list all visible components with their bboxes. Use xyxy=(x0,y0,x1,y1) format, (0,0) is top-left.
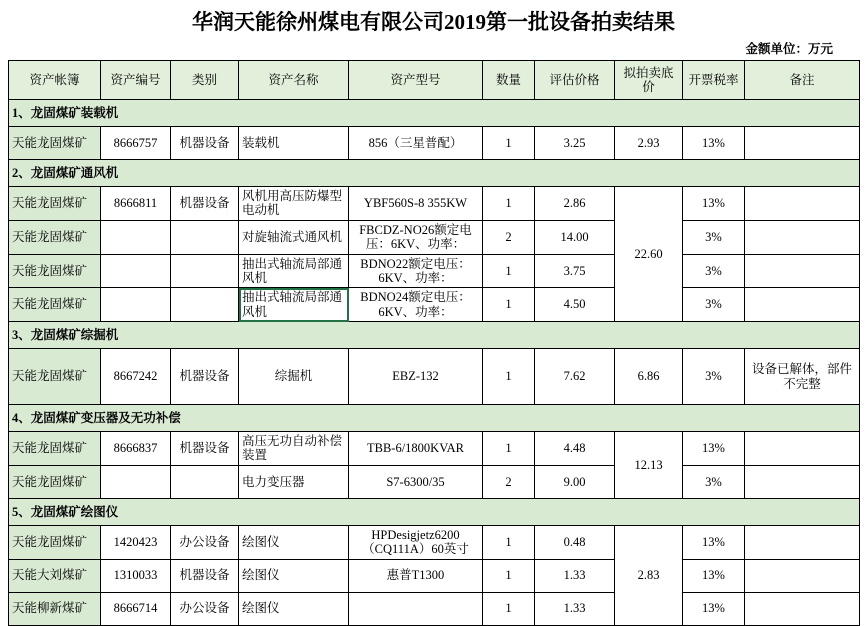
cell-appraisal[interactable]: 3.25 xyxy=(535,127,615,160)
table-row[interactable] xyxy=(9,559,860,592)
cell-remark[interactable] xyxy=(745,465,860,498)
group-heading-label: 4、龙固煤矿变压器及无功补偿 xyxy=(9,405,860,432)
cell-code[interactable] xyxy=(101,220,171,254)
cell-model[interactable] xyxy=(349,254,483,288)
group-heading-row xyxy=(9,100,860,127)
cell-ledger[interactable]: 天能龙固煤矿 xyxy=(9,127,101,160)
column-header-name: 资产名称 xyxy=(239,61,349,100)
cell-name[interactable]: 装载机 xyxy=(239,127,349,160)
table-row[interactable] xyxy=(9,220,860,254)
cell-remark[interactable] xyxy=(745,592,860,625)
cell-code[interactable] xyxy=(101,254,171,288)
cell-category[interactable] xyxy=(171,220,239,254)
group-heading-label: 2、龙固煤矿通风机 xyxy=(9,160,860,187)
cell-remark[interactable] xyxy=(745,220,860,254)
cell-base-price[interactable]: 22.60 xyxy=(615,187,683,322)
cell-tax-rate[interactable]: 13% xyxy=(683,525,745,559)
group-heading-label: 1、龙固煤矿装载机 xyxy=(9,100,860,127)
cell-model[interactable]: S7-6300/35 xyxy=(349,465,483,498)
cell-remark[interactable] xyxy=(745,187,860,221)
cell-model[interactable] xyxy=(349,288,483,322)
cell-name-selected[interactable] xyxy=(239,288,349,322)
auction-result-table xyxy=(8,60,860,626)
group-heading-row xyxy=(9,160,860,187)
group-heading-row xyxy=(9,405,860,432)
cell-category[interactable]: 机器设备 xyxy=(171,559,239,592)
cell-qty[interactable]: 1 xyxy=(483,288,535,322)
cell-tax-rate[interactable]: 3% xyxy=(683,220,745,254)
cell-code[interactable]: 8666837 xyxy=(101,432,171,466)
column-header-category: 类别 xyxy=(171,61,239,100)
column-header-qty: 数量 xyxy=(483,61,535,100)
cell-code[interactable]: 8666714 xyxy=(101,592,171,625)
cell-qty[interactable]: 1 xyxy=(483,559,535,592)
cell-name-text: 抽出式轴流局部通风机 xyxy=(242,290,343,319)
cell-qty[interactable]: 2 xyxy=(483,220,535,254)
cell-model-text: BDNO22额定电压：6KV、功率： xyxy=(360,256,471,285)
cell-appraisal[interactable]: 9.00 xyxy=(535,465,615,498)
table-header-row xyxy=(9,61,860,100)
cell-tax-rate[interactable]: 3% xyxy=(683,288,745,322)
table-row[interactable] xyxy=(9,187,860,221)
column-header-ledger: 资产帐簿 xyxy=(9,61,101,100)
cell-category[interactable]: 机器设备 xyxy=(171,349,239,405)
cell-base-price[interactable]: 6.86 xyxy=(615,349,683,405)
table-row[interactable] xyxy=(9,349,860,405)
cell-tax-rate[interactable]: 13% xyxy=(683,559,745,592)
cell-ledger[interactable]: 天能龙固煤矿 xyxy=(9,220,101,254)
cell-qty[interactable]: 1 xyxy=(483,349,535,405)
cell-remark[interactable] xyxy=(745,559,860,592)
cell-name[interactable] xyxy=(239,220,349,254)
cell-remark[interactable] xyxy=(745,288,860,322)
cell-name[interactable] xyxy=(239,254,349,288)
cell-remark[interactable] xyxy=(745,525,860,559)
cell-remark[interactable] xyxy=(745,432,860,466)
cell-qty[interactable]: 1 xyxy=(483,187,535,221)
cell-ledger[interactable]: 天能柳新煤矿 xyxy=(9,592,101,625)
column-header-appraisal: 评估价格 xyxy=(535,61,615,100)
cell-ledger[interactable]: 天能龙固煤矿 xyxy=(9,187,101,221)
cell-qty[interactable]: 1 xyxy=(483,432,535,466)
cell-qty[interactable]: 1 xyxy=(483,127,535,160)
cell-tax-rate[interactable]: 13% xyxy=(683,187,745,221)
group-heading-label: 5、龙固煤矿绘图仪 xyxy=(9,498,860,525)
table-body xyxy=(9,61,860,626)
cell-category[interactable]: 机器设备 xyxy=(171,432,239,466)
cell-tax-rate[interactable]: 3% xyxy=(683,465,745,498)
cell-model-text: FBCDZ-NO26额定电压：6KV、功率： xyxy=(359,222,472,252)
table-row[interactable] xyxy=(9,525,860,559)
cell-model[interactable]: EBZ-132 xyxy=(349,349,483,405)
group-heading-label: 3、龙固煤矿综掘机 xyxy=(9,322,860,349)
column-header-model: 资产型号 xyxy=(349,61,483,100)
column-header-tax-rate: 开票税率 xyxy=(683,61,745,100)
cell-appraisal[interactable]: 14.00 xyxy=(535,220,615,254)
cell-tax-rate[interactable]: 13% xyxy=(683,592,745,625)
cell-base-price[interactable]: 2.83 xyxy=(615,525,683,625)
table-row[interactable] xyxy=(9,432,860,466)
cell-appraisal[interactable]: 4.50 xyxy=(535,288,615,322)
cell-name-text: 对旋轴流式通风机 xyxy=(242,229,343,244)
cell-remark[interactable]: 设备已解体，部件不完整 xyxy=(745,349,860,405)
cell-code[interactable]: 1310033 xyxy=(101,559,171,592)
cell-code[interactable]: 8666757 xyxy=(101,127,171,160)
cell-name[interactable]: 绘图仪 xyxy=(239,559,349,592)
cell-name-text: 高压无功自动补偿装置 xyxy=(242,434,343,463)
cell-name[interactable]: 综掘机 xyxy=(239,349,349,405)
column-header-remark: 备注 xyxy=(745,61,860,100)
cell-category[interactable]: 机器设备 xyxy=(171,187,239,221)
cell-name[interactable]: 电力变压器 xyxy=(239,465,349,498)
cell-model-text: BDNO24额定电压：6KV、功率： xyxy=(360,290,471,319)
cell-remark[interactable] xyxy=(745,254,860,288)
cell-ledger[interactable]: 天能龙固煤矿 xyxy=(9,465,101,498)
cell-code[interactable] xyxy=(101,465,171,498)
cell-ledger[interactable]: 天能龙固煤矿 xyxy=(9,254,101,288)
cell-name[interactable] xyxy=(239,187,349,221)
cell-name[interactable]: 绘图仪 xyxy=(239,525,349,559)
cell-appraisal[interactable]: 0.48 xyxy=(535,525,615,559)
cell-appraisal[interactable]: 4.48 xyxy=(535,432,615,466)
group-heading-row xyxy=(9,322,860,349)
cell-qty[interactable]: 1 xyxy=(483,525,535,559)
cell-model[interactable]: 856（三星普配） xyxy=(349,127,483,160)
cell-model[interactable]: YBF560S-8 355KW xyxy=(349,187,483,221)
cell-tax-rate[interactable]: 13% xyxy=(683,127,745,160)
page-title: 华润天能徐州煤电有限公司2019第一批设备拍卖结果 xyxy=(192,10,675,34)
cell-base-price[interactable]: 2.93 xyxy=(615,127,683,160)
cell-category[interactable] xyxy=(171,288,239,322)
cell-code[interactable]: 1420423 xyxy=(101,525,171,559)
cell-category[interactable]: 办公设备 xyxy=(171,592,239,625)
cell-model[interactable]: TBB-6/1800KVAR xyxy=(349,432,483,466)
cell-name-text: 抽出式轴流局部通风机 xyxy=(242,256,343,285)
column-header-base-price: 拟拍卖底价 xyxy=(615,61,683,100)
cell-ledger[interactable]: 天能龙固煤矿 xyxy=(9,349,101,405)
cell-appraisal[interactable]: 7.62 xyxy=(535,349,615,405)
cell-category[interactable] xyxy=(171,254,239,288)
amount-unit-note: 金额单位：万元 xyxy=(745,42,833,56)
cell-name-text: 风机用高压防爆型电动机 xyxy=(242,189,343,218)
cell-category[interactable]: 机器设备 xyxy=(171,127,239,160)
cell-category[interactable] xyxy=(171,465,239,498)
cell-appraisal[interactable]: 3.75 xyxy=(535,254,615,288)
cell-name[interactable]: 绘图仪 xyxy=(239,592,349,625)
cell-model[interactable] xyxy=(349,592,483,625)
cell-qty[interactable]: 2 xyxy=(483,465,535,498)
cell-tax-rate[interactable]: 3% xyxy=(683,254,745,288)
table-row[interactable] xyxy=(9,127,860,160)
cell-tax-rate[interactable]: 3% xyxy=(683,349,745,405)
cell-qty[interactable]: 1 xyxy=(483,254,535,288)
cell-name[interactable] xyxy=(239,432,349,466)
cell-model[interactable] xyxy=(349,525,483,559)
group-heading-row xyxy=(9,498,860,525)
cell-remark[interactable] xyxy=(745,127,860,160)
cell-model[interactable]: 惠普T1300 xyxy=(349,559,483,592)
cell-model-text: HPDesigjetz6200（CQ111A）60英寸 xyxy=(362,527,469,557)
cell-ledger[interactable]: 天能龙固煤矿 xyxy=(9,432,101,466)
cell-ledger[interactable]: 天能大刘煤矿 xyxy=(9,559,101,592)
table-row[interactable] xyxy=(9,592,860,625)
cell-code[interactable]: 8667242 xyxy=(101,349,171,405)
table-row[interactable] xyxy=(9,288,860,322)
cell-category[interactable]: 办公设备 xyxy=(171,525,239,559)
cell-appraisal[interactable]: 1.33 xyxy=(535,559,615,592)
cell-base-price[interactable]: 12.13 xyxy=(615,432,683,499)
cell-ledger[interactable]: 天能龙固煤矿 xyxy=(9,288,101,322)
table-row[interactable] xyxy=(9,465,860,498)
cell-appraisal[interactable]: 2.86 xyxy=(535,187,615,221)
cell-code[interactable]: 8666811 xyxy=(101,187,171,221)
cell-appraisal[interactable]: 1.33 xyxy=(535,592,615,625)
cell-model[interactable] xyxy=(349,220,483,254)
table-row[interactable] xyxy=(9,254,860,288)
cell-ledger[interactable]: 天能龙固煤矿 xyxy=(9,525,101,559)
column-header-code: 资产编号 xyxy=(101,61,171,100)
cell-code[interactable] xyxy=(101,288,171,322)
cell-tax-rate[interactable]: 13% xyxy=(683,432,745,466)
cell-qty[interactable]: 1 xyxy=(483,592,535,625)
